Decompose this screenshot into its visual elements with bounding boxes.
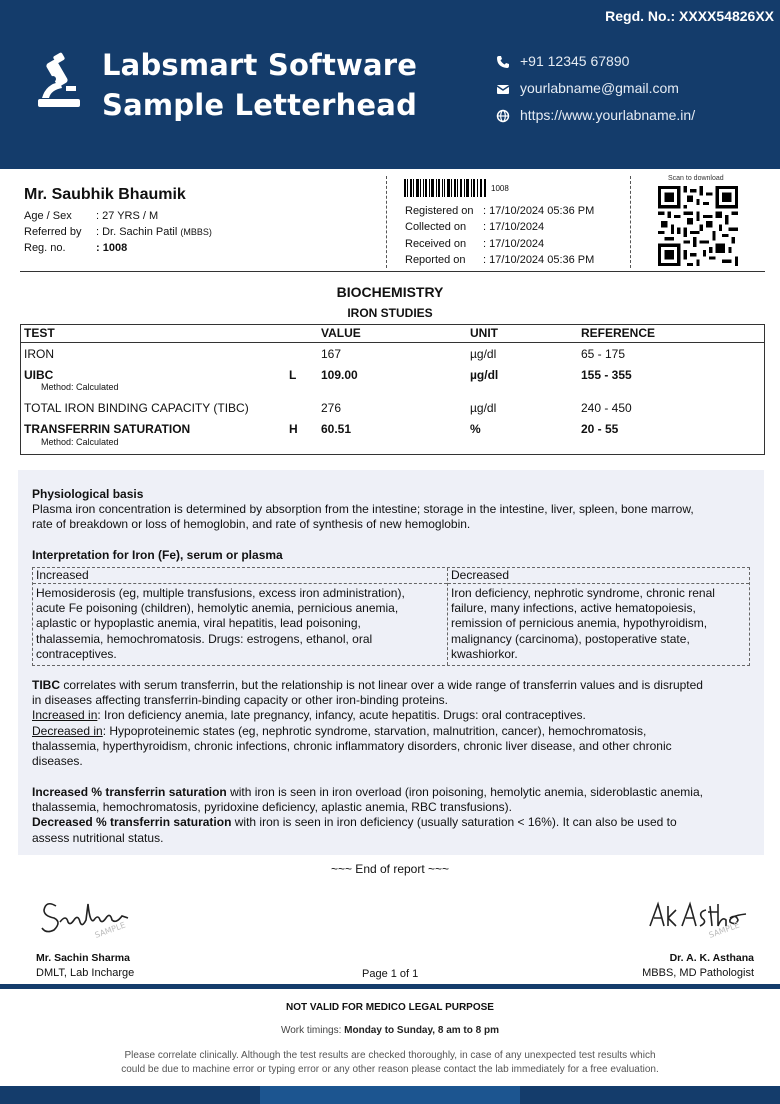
end-of-report: ~~~ End of report ~~~ <box>330 862 450 876</box>
stamp-text: SAMPLE <box>93 920 127 940</box>
test-value: 60.51 <box>321 422 352 436</box>
registered-label: Registered on <box>405 205 474 217</box>
stamp-text: SAMPLE <box>707 920 741 940</box>
timings-label: Work timings: <box>280 1025 345 1036</box>
test-reference: 65 - 175 <box>581 347 626 361</box>
brand-line-2: Sample Letterhead <box>102 88 418 122</box>
grid-divider <box>447 568 448 665</box>
disclaimer-line-2: could be due to machine error or typing error or any other reason please contact the lab immediately for a free evaluation. <box>121 1063 659 1075</box>
decreased-ts-line <box>32 815 757 830</box>
test-flag: H <box>289 422 298 436</box>
email-text[interactable]: yourlabname@gmail.com <box>520 80 679 96</box>
test-name: IRON <box>24 347 54 361</box>
increased-list <box>36 586 405 662</box>
decreased-ts-text-2: assess nutritional status. <box>32 830 164 845</box>
increased-in-line <box>32 708 757 723</box>
legal-notice: NOT VALID FOR MEDICO LEGAL PURPOSE <box>286 1002 494 1013</box>
test-value: 276 <box>321 401 342 415</box>
registered-row <box>405 203 594 219</box>
registered-value: : 17/10/2024 05:36 PM <box>483 205 595 217</box>
col-value: VALUE <box>321 326 361 340</box>
collected-value: : 17/10/2024 <box>483 221 545 234</box>
decreased-in-line <box>32 724 757 739</box>
increased-in-text: : Iron deficiency anemia, late pregnancy, infancy, acute hepatitis. Drugs: oral contraceptives. <box>97 708 586 723</box>
reported-value: : 17/10/2024 05:36 PM <box>483 253 595 266</box>
collected-label: Collected on <box>405 221 467 234</box>
increased-ts-line <box>32 785 757 800</box>
decreased-line: remission of pernicious anemia, hypothyroidism, <box>451 616 708 631</box>
increased-ts-text-1: with iron is seen in iron overload (iron poisoning, hemolytic anemia, sideroblastic anemia, <box>226 785 703 799</box>
bottom-bar <box>0 1086 780 1104</box>
brand-line-1: Labsmart Software <box>102 48 418 82</box>
website-link[interactable]: https://www.yourlabname.in/ <box>520 107 696 123</box>
received-row <box>405 236 594 252</box>
test-method: Method: Calculated <box>41 382 119 392</box>
decreased-line: Iron deficiency, nephrotic syndrome, chronic renal <box>451 586 715 600</box>
col-test: TEST <box>24 326 55 340</box>
phone-text[interactable]: +91 12345 67890 <box>520 53 630 69</box>
bottom-bar-accent <box>260 1086 520 1104</box>
age-sex-row <box>24 208 212 224</box>
section-divider <box>20 271 765 272</box>
increased-ts-bold: Increased % transferrin saturation <box>32 785 227 799</box>
physio-text-2: rate of breakdown or loss of hemoglobin, and rate of synthesis of new hemoglobin. <box>32 517 471 532</box>
work-timings <box>0 1025 780 1036</box>
col-reference: REFERENCE <box>581 326 656 340</box>
divider-left <box>386 176 387 268</box>
increased-line: contraceptives. <box>36 646 117 661</box>
barcode-icon <box>404 179 486 197</box>
contact-info <box>496 48 695 129</box>
decreased-in-text-2: thalassemia, hyperthyroidism, chronic infections, chronic inflammatory disorders, chronic liver disease, and other chronic <box>32 738 672 753</box>
timings-value: Monday to Sunday, 8 am to 8 pm <box>344 1025 499 1036</box>
reg-label: Reg. no. <box>24 242 66 254</box>
decreased-ts-text-1: with iron is seen in iron deficiency (usually saturation < 16%). It can also be used to <box>231 815 677 830</box>
increased-header: Increased <box>33 568 447 584</box>
left-signatory-role: DMLT, Lab Incharge <box>36 967 135 979</box>
increased-line: aplastic or hypoplastic anemia, viral hepatitis, lead poisoning, <box>36 616 361 631</box>
results-header <box>21 325 764 343</box>
decreased-header: Decreased <box>448 568 749 584</box>
increased-line: thalassemia, hemochromatosis. Drugs: estrogens, ethanol, oral <box>36 631 373 646</box>
referred-row <box>24 224 212 240</box>
page-number: Page 1 of 1 <box>362 968 419 980</box>
test-reference: 20 - 55 <box>581 422 619 436</box>
increased-line: acute Fe poisoning (children), hemolytic anemia, pernicious anemia, <box>36 601 399 616</box>
test-method: Method: Calculated <box>41 437 119 447</box>
phone-icon <box>496 55 510 69</box>
decreased-in-label: Decreased in <box>32 723 103 738</box>
age-sex-label: Age / Sex <box>24 210 72 222</box>
test-unit: µg/dl <box>470 347 497 361</box>
tibc-line-2: in diseases affecting transferrin-binding capacity or other iron-binding proteins. <box>32 693 449 708</box>
referred-label: Referred by <box>24 226 82 238</box>
test-unit: µg/dl <box>470 401 497 415</box>
left-signatory <box>36 952 134 979</box>
decreased-line: kwashiorkor. <box>451 646 518 661</box>
interpretation-grid <box>32 567 750 666</box>
referred-suffix: (MBBS) <box>180 227 212 237</box>
test-reference: 240 - 450 <box>581 401 632 415</box>
disclaimer-line-1: Please correlate clinically. Although the test results are checked thoroughly, in case of any unexpected test results which <box>124 1050 656 1061</box>
decreased-in-text-3: diseases. <box>32 754 83 769</box>
age-sex-value: : 27 YRS / M <box>96 210 159 222</box>
patient-details <box>24 186 212 256</box>
test-reference: 155 - 355 <box>581 368 632 382</box>
tibc-bold: TIBC <box>32 678 60 692</box>
test-name: TRANSFERRIN SATURATION <box>24 422 191 436</box>
reported-label: Reported on <box>405 253 466 266</box>
interpretation-box <box>18 470 764 855</box>
col-unit: UNIT <box>470 326 498 340</box>
interp-title: Interpretation for Iron (Fe), serum or plasma <box>32 548 283 562</box>
right-signatory-name: Dr. A. K. Asthana <box>669 952 754 964</box>
test-name: UIBC <box>24 368 54 382</box>
test-unit: % <box>470 422 481 436</box>
tibc-line-1: correlates with serum transferrin, but the relationship is not linear over a wide range of transferrin values and is disrupted <box>60 678 703 692</box>
increased-ts-text-2: thalassemia, hemochromatosis, pyridoxine deficiency, aplastic anemia, RBC transfusions). <box>32 800 512 815</box>
collected-row <box>405 219 594 235</box>
increased-line: Hemosiderosis (eg, multiple transfusions, excess iron administration), <box>36 586 405 600</box>
website-row <box>496 102 695 129</box>
decreased-list <box>451 586 715 662</box>
decreased-ts-bold: Decreased % transferrin saturation <box>32 815 232 830</box>
results-table <box>20 324 765 455</box>
footer-band <box>0 984 780 989</box>
letterhead-header <box>0 0 780 169</box>
left-signature-icon <box>38 894 138 940</box>
microscope-icon <box>36 52 82 110</box>
physio-title: Physiological basis <box>32 487 144 501</box>
left-signatory-name: Mr. Sachin Sharma <box>36 952 130 964</box>
brand-name <box>102 45 417 125</box>
registration-number: Regd. No.: XXXX54826XX <box>605 8 774 24</box>
decreased-line: failure, many infections, active hematopoiesis, <box>451 601 696 616</box>
referred-value: : Dr. Sachin Patil <box>96 226 178 238</box>
tibc-paragraph <box>32 678 757 693</box>
increased-in-label: Increased in <box>32 708 98 723</box>
patient-name: Mr. Saubhik Bhaumik <box>24 186 186 203</box>
right-signature-icon <box>646 896 752 942</box>
right-signatory <box>642 952 754 979</box>
panel-title: IRON STUDIES <box>347 306 433 320</box>
divider-right <box>630 176 631 268</box>
email-row <box>496 75 695 102</box>
qr-code-icon[interactable] <box>658 186 738 266</box>
decreased-line: malignancy (carcinoma), postoperative state, <box>451 631 690 646</box>
reg-row <box>24 240 212 256</box>
sample-dates <box>405 203 594 268</box>
department-title: BIOCHEMISTRY <box>336 284 444 300</box>
reported-row <box>405 252 594 268</box>
scan-label: Scan to download <box>668 175 724 182</box>
test-value: 109.00 <box>321 368 358 382</box>
globe-icon <box>496 109 510 123</box>
decreased-in-text-1: : Hypoproteinemic states (eg, nephrotic syndrome, starvation, malnutrition, cancer), hemochromatosis, <box>102 723 647 738</box>
received-label: Received on <box>405 237 467 250</box>
test-flag: L <box>289 368 297 382</box>
reg-value: : 1008 <box>96 242 128 254</box>
envelope-icon <box>496 82 510 96</box>
phone-row <box>496 48 695 75</box>
test-value: 167 <box>321 347 342 361</box>
right-signatory-role: MBBS, MD Pathologist <box>642 967 754 979</box>
barcode-number: 1008 <box>491 184 509 193</box>
disclaimer <box>70 1049 710 1076</box>
received-value: : 17/10/2024 <box>483 237 545 250</box>
physio-text-1: Plasma iron concentration is determined by absorption from the intestine; storage in the intestine, liver, spleen, bone marrow, <box>32 502 694 517</box>
test-unit: µg/dl <box>470 368 499 382</box>
test-name: TOTAL IRON BINDING CAPACITY (TIBC) <box>24 401 249 415</box>
